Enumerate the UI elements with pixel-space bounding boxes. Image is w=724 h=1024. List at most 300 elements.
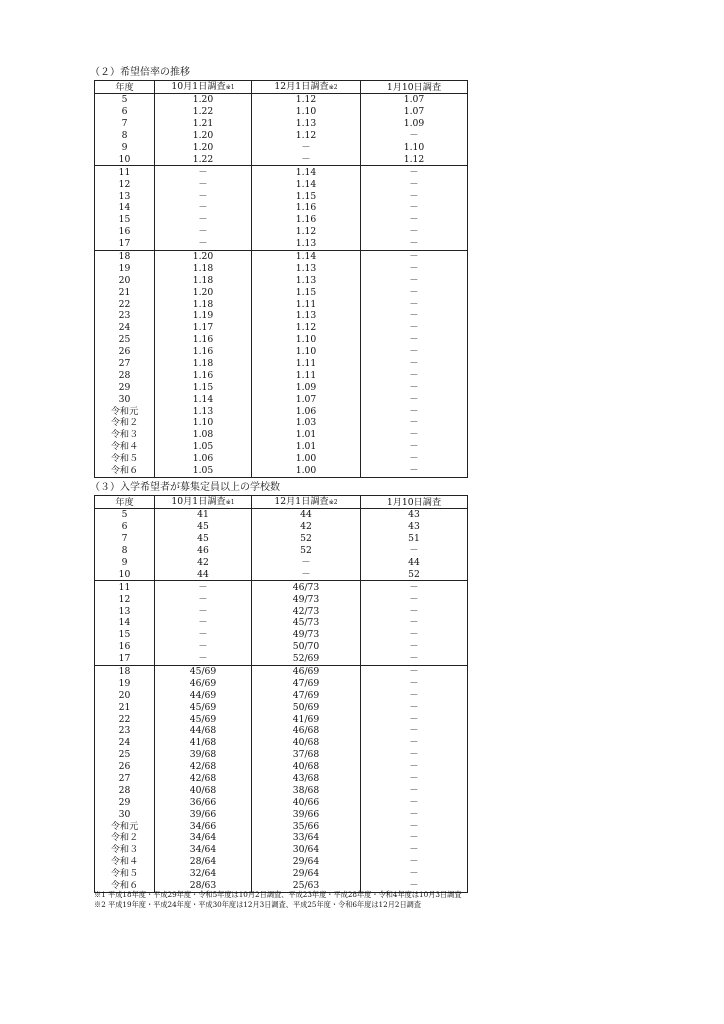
table-row bbox=[95, 106, 468, 118]
jan10-cell: － bbox=[361, 130, 468, 142]
table-row bbox=[95, 166, 468, 178]
header-oct1: 10月1日調査※1 bbox=[155, 81, 252, 94]
dec1-cell: 42 bbox=[252, 521, 361, 533]
dec1-cell: 49/73 bbox=[252, 593, 361, 605]
table-row bbox=[95, 773, 468, 785]
year-cell: 10 bbox=[95, 568, 155, 580]
table-row bbox=[95, 568, 468, 580]
jan10-cell: 43 bbox=[361, 521, 468, 533]
jan10-cell: 1.07 bbox=[361, 106, 468, 118]
year-cell: 14 bbox=[95, 617, 155, 629]
year-cell: 6 bbox=[95, 521, 155, 533]
header-year: 年度 bbox=[95, 81, 155, 94]
oct1-cell: － bbox=[155, 605, 252, 617]
table-row bbox=[95, 641, 468, 653]
year-cell: 令和６ bbox=[95, 465, 155, 477]
dec1-cell: 35/66 bbox=[252, 820, 361, 832]
year-cell: 22 bbox=[95, 713, 155, 725]
table-row bbox=[95, 820, 468, 832]
oct1-cell: 45/69 bbox=[155, 701, 252, 713]
year-cell: 14 bbox=[95, 202, 155, 214]
table-row bbox=[95, 310, 468, 322]
year-cell: 15 bbox=[95, 214, 155, 226]
oct1-cell: － bbox=[155, 226, 252, 238]
jan10-cell: － bbox=[361, 453, 468, 465]
jan10-cell: 1.07 bbox=[361, 94, 468, 106]
header-oct1: 10月1日調査※1 bbox=[155, 496, 252, 509]
table-row bbox=[95, 202, 468, 214]
dec1-cell: 50/69 bbox=[252, 701, 361, 713]
year-cell: 18 bbox=[95, 250, 155, 262]
dec1-cell: 1.11 bbox=[252, 298, 361, 310]
table-row bbox=[95, 142, 468, 154]
year-cell: 26 bbox=[95, 761, 155, 773]
jan10-cell: － bbox=[361, 773, 468, 785]
dec1-cell: 1.10 bbox=[252, 106, 361, 118]
year-cell: 29 bbox=[95, 796, 155, 808]
year-cell: 18 bbox=[95, 665, 155, 677]
oct1-cell: － bbox=[155, 214, 252, 226]
table-row bbox=[95, 250, 468, 262]
oct1-cell: 34/66 bbox=[155, 820, 252, 832]
dec1-cell: 1.13 bbox=[252, 238, 361, 250]
jan10-cell: － bbox=[361, 334, 468, 346]
dec1-cell: 52 bbox=[252, 545, 361, 557]
jan10-cell: － bbox=[361, 653, 468, 665]
year-cell: 12 bbox=[95, 593, 155, 605]
table-row bbox=[95, 453, 468, 465]
table-row bbox=[95, 153, 468, 165]
jan10-cell: － bbox=[361, 346, 468, 358]
year-cell: 20 bbox=[95, 689, 155, 701]
dec1-cell: － bbox=[252, 568, 361, 580]
year-cell: 11 bbox=[95, 166, 155, 178]
table-row bbox=[95, 381, 468, 393]
table-row bbox=[95, 545, 468, 557]
jan10-cell: － bbox=[361, 250, 468, 262]
year-cell: 16 bbox=[95, 641, 155, 653]
table-row bbox=[95, 178, 468, 190]
oct1-cell: 1.18 bbox=[155, 298, 252, 310]
dec1-cell: 37/68 bbox=[252, 749, 361, 761]
jan10-cell: － bbox=[361, 605, 468, 617]
oct1-cell: 42/68 bbox=[155, 773, 252, 785]
jan10-cell: － bbox=[361, 737, 468, 749]
jan10-cell: － bbox=[361, 665, 468, 677]
dec1-cell: 40/66 bbox=[252, 796, 361, 808]
oct1-cell: 42/68 bbox=[155, 761, 252, 773]
dec1-cell: 1.15 bbox=[252, 190, 361, 202]
oct1-cell: 1.13 bbox=[155, 405, 252, 417]
year-cell: 令和３ bbox=[95, 844, 155, 856]
oct1-cell: 1.19 bbox=[155, 310, 252, 322]
dec1-cell: 52/69 bbox=[252, 653, 361, 665]
dec1-cell: 39/66 bbox=[252, 808, 361, 820]
dec1-cell: 47/69 bbox=[252, 689, 361, 701]
year-cell: 令和２ bbox=[95, 832, 155, 844]
dec1-cell: 1.00 bbox=[252, 453, 361, 465]
dec1-cell: － bbox=[252, 142, 361, 154]
table-row bbox=[95, 593, 468, 605]
oct1-cell: 41/68 bbox=[155, 737, 252, 749]
jan10-cell: － bbox=[361, 689, 468, 701]
footnote-2: ※2 平成19年度・平成24年度・平成30年度は12月3日調査、平成25年度・令和6年度は12月2日調査 bbox=[94, 900, 422, 909]
dec1-cell: 29/64 bbox=[252, 868, 361, 880]
year-cell: 19 bbox=[95, 677, 155, 689]
jan10-cell: 1.09 bbox=[361, 118, 468, 130]
jan10-cell: － bbox=[361, 369, 468, 381]
table-row bbox=[95, 653, 468, 665]
oct1-cell: 28/63 bbox=[155, 880, 252, 892]
jan10-cell: － bbox=[361, 784, 468, 796]
jan10-cell: － bbox=[361, 593, 468, 605]
year-cell: 19 bbox=[95, 262, 155, 274]
oct1-cell: 41 bbox=[155, 509, 252, 521]
dec1-cell: 30/64 bbox=[252, 844, 361, 856]
year-cell: 26 bbox=[95, 346, 155, 358]
oct1-cell: 1.18 bbox=[155, 274, 252, 286]
jan10-cell: 1.12 bbox=[361, 153, 468, 165]
oct1-cell: － bbox=[155, 581, 252, 593]
dec1-cell: 1.09 bbox=[252, 381, 361, 393]
oct1-cell: 46 bbox=[155, 545, 252, 557]
table-row bbox=[95, 286, 468, 298]
table-row bbox=[95, 677, 468, 689]
oct1-cell: 1.18 bbox=[155, 358, 252, 370]
table-row bbox=[95, 405, 468, 417]
jan10-cell: － bbox=[361, 713, 468, 725]
year-cell: 17 bbox=[95, 653, 155, 665]
dec1-cell: 1.06 bbox=[252, 405, 361, 417]
year-cell: 25 bbox=[95, 334, 155, 346]
table-row bbox=[95, 274, 468, 286]
jan10-cell: － bbox=[361, 298, 468, 310]
table-row bbox=[95, 761, 468, 773]
dec1-cell: 1.14 bbox=[252, 250, 361, 262]
dec1-cell: 1.10 bbox=[252, 346, 361, 358]
dec1-cell: 47/69 bbox=[252, 677, 361, 689]
table-row bbox=[95, 509, 468, 521]
oct1-cell: 45/69 bbox=[155, 665, 252, 677]
table-row bbox=[95, 118, 468, 130]
dec1-cell: 33/64 bbox=[252, 832, 361, 844]
jan10-cell: － bbox=[361, 178, 468, 190]
dec1-cell: 1.16 bbox=[252, 202, 361, 214]
year-cell: 17 bbox=[95, 238, 155, 250]
dec1-cell: 1.12 bbox=[252, 94, 361, 106]
year-cell: 9 bbox=[95, 557, 155, 569]
jan10-cell: 1.10 bbox=[361, 142, 468, 154]
oct1-cell: 1.08 bbox=[155, 429, 252, 441]
year-cell: 令和４ bbox=[95, 441, 155, 453]
dec1-cell: 42/73 bbox=[252, 605, 361, 617]
dec1-cell: 46/68 bbox=[252, 725, 361, 737]
ratio-trend-table bbox=[94, 80, 468, 478]
oct1-cell: 1.14 bbox=[155, 393, 252, 405]
jan10-cell: － bbox=[361, 725, 468, 737]
year-cell: 令和２ bbox=[95, 417, 155, 429]
year-cell: 20 bbox=[95, 274, 155, 286]
oct1-cell: 1.17 bbox=[155, 322, 252, 334]
table-row bbox=[95, 725, 468, 737]
table-row bbox=[95, 429, 468, 441]
jan10-cell: － bbox=[361, 629, 468, 641]
dec1-cell: 50/70 bbox=[252, 641, 361, 653]
dec1-cell: 52 bbox=[252, 533, 361, 545]
section2-title: （２）希望倍率の推移 bbox=[90, 67, 190, 78]
jan10-cell: 52 bbox=[361, 568, 468, 580]
oct1-cell: 1.20 bbox=[155, 94, 252, 106]
dec1-cell: － bbox=[252, 557, 361, 569]
dec1-cell: 1.01 bbox=[252, 429, 361, 441]
dec1-cell: 1.03 bbox=[252, 417, 361, 429]
year-cell: 令和５ bbox=[95, 868, 155, 880]
year-cell: 13 bbox=[95, 190, 155, 202]
year-cell: 28 bbox=[95, 369, 155, 381]
dec1-cell: 1.13 bbox=[252, 310, 361, 322]
jan10-cell: － bbox=[361, 417, 468, 429]
dec1-cell: 1.13 bbox=[252, 118, 361, 130]
table-row bbox=[95, 605, 468, 617]
oct1-cell: － bbox=[155, 653, 252, 665]
table-row bbox=[95, 533, 468, 545]
oct1-cell: 1.22 bbox=[155, 106, 252, 118]
jan10-cell: － bbox=[361, 202, 468, 214]
table-row bbox=[95, 465, 468, 477]
table-row bbox=[95, 713, 468, 725]
jan10-cell: － bbox=[361, 190, 468, 202]
jan10-cell: － bbox=[361, 856, 468, 868]
oct1-cell: － bbox=[155, 190, 252, 202]
dec1-cell: 45/73 bbox=[252, 617, 361, 629]
oct1-cell: － bbox=[155, 641, 252, 653]
oct1-cell: 34/64 bbox=[155, 844, 252, 856]
year-cell: 5 bbox=[95, 509, 155, 521]
jan10-cell: 43 bbox=[361, 509, 468, 521]
oct1-cell: 46/69 bbox=[155, 677, 252, 689]
oct1-cell: 32/64 bbox=[155, 868, 252, 880]
year-cell: 30 bbox=[95, 808, 155, 820]
oct1-cell: 40/68 bbox=[155, 784, 252, 796]
jan10-cell: － bbox=[361, 214, 468, 226]
dec1-cell: － bbox=[252, 153, 361, 165]
dec1-cell: 1.13 bbox=[252, 274, 361, 286]
oct1-cell: 28/64 bbox=[155, 856, 252, 868]
jan10-cell: － bbox=[361, 880, 468, 892]
table-row bbox=[95, 521, 468, 533]
jan10-cell: － bbox=[361, 761, 468, 773]
dec1-cell: 1.11 bbox=[252, 358, 361, 370]
table-row bbox=[95, 557, 468, 569]
year-cell: 8 bbox=[95, 545, 155, 557]
oct1-cell: 1.05 bbox=[155, 465, 252, 477]
year-cell: 28 bbox=[95, 784, 155, 796]
dec1-cell: 1.13 bbox=[252, 262, 361, 274]
oct1-cell: － bbox=[155, 166, 252, 178]
oct1-cell: － bbox=[155, 617, 252, 629]
oct1-cell: 39/68 bbox=[155, 749, 252, 761]
oct1-cell: 1.18 bbox=[155, 262, 252, 274]
dec1-cell: 49/73 bbox=[252, 629, 361, 641]
dec1-cell: 1.00 bbox=[252, 465, 361, 477]
dec1-cell: 25/63 bbox=[252, 880, 361, 892]
dec1-cell: 1.14 bbox=[252, 166, 361, 178]
year-cell: 令和４ bbox=[95, 856, 155, 868]
table-row bbox=[95, 298, 468, 310]
jan10-cell: － bbox=[361, 808, 468, 820]
oct1-cell: 44/68 bbox=[155, 725, 252, 737]
table-row bbox=[95, 832, 468, 844]
year-cell: 6 bbox=[95, 106, 155, 118]
jan10-cell: － bbox=[361, 820, 468, 832]
table-row bbox=[95, 94, 468, 106]
table-row bbox=[95, 238, 468, 250]
oct1-cell: 1.16 bbox=[155, 369, 252, 381]
dec1-cell: 29/64 bbox=[252, 856, 361, 868]
table-row bbox=[95, 581, 468, 593]
oct1-cell: 45 bbox=[155, 521, 252, 533]
table-row bbox=[95, 322, 468, 334]
oct1-cell: － bbox=[155, 238, 252, 250]
jan10-cell: － bbox=[361, 226, 468, 238]
table-row bbox=[95, 417, 468, 429]
dec1-cell: 1.11 bbox=[252, 369, 361, 381]
year-cell: 7 bbox=[95, 118, 155, 130]
jan10-cell: － bbox=[361, 844, 468, 856]
jan10-cell: － bbox=[361, 381, 468, 393]
oct1-cell: 44 bbox=[155, 568, 252, 580]
year-cell: 16 bbox=[95, 226, 155, 238]
table-row bbox=[95, 226, 468, 238]
table-row bbox=[95, 130, 468, 142]
oct1-cell: 44/69 bbox=[155, 689, 252, 701]
oct1-cell: 1.16 bbox=[155, 334, 252, 346]
dec1-cell: 46/69 bbox=[252, 665, 361, 677]
year-cell: 10 bbox=[95, 153, 155, 165]
oct1-cell: 1.20 bbox=[155, 142, 252, 154]
dec1-cell: 1.07 bbox=[252, 393, 361, 405]
year-cell: 13 bbox=[95, 605, 155, 617]
year-cell: 令和６ bbox=[95, 880, 155, 892]
jan10-cell: － bbox=[361, 166, 468, 178]
year-cell: 22 bbox=[95, 298, 155, 310]
dec1-cell: 40/68 bbox=[252, 761, 361, 773]
table-row bbox=[95, 665, 468, 677]
dec1-cell: 43/68 bbox=[252, 773, 361, 785]
table-row bbox=[95, 190, 468, 202]
jan10-cell: － bbox=[361, 868, 468, 880]
table-header-row bbox=[95, 496, 468, 509]
table-row bbox=[95, 629, 468, 641]
oct1-cell: 36/66 bbox=[155, 796, 252, 808]
dec1-cell: 1.12 bbox=[252, 322, 361, 334]
year-cell: 令和３ bbox=[95, 429, 155, 441]
section3-title: （３）入学希望者が募集定員以上の学校数 bbox=[90, 482, 280, 493]
year-cell: 9 bbox=[95, 142, 155, 154]
oct1-cell: － bbox=[155, 593, 252, 605]
oct1-cell: 1.20 bbox=[155, 130, 252, 142]
jan10-cell: － bbox=[361, 641, 468, 653]
dec1-cell: 1.01 bbox=[252, 441, 361, 453]
header-dec1: 12月1日調査※2 bbox=[252, 81, 361, 94]
dec1-cell: 46/73 bbox=[252, 581, 361, 593]
oct1-cell: 1.16 bbox=[155, 346, 252, 358]
jan10-cell: － bbox=[361, 274, 468, 286]
oct1-cell: － bbox=[155, 178, 252, 190]
oct1-cell: 42 bbox=[155, 557, 252, 569]
table-row bbox=[95, 784, 468, 796]
table-row bbox=[95, 701, 468, 713]
year-cell: 令和元 bbox=[95, 405, 155, 417]
header-jan10: 1月10日調査 bbox=[361, 496, 468, 509]
year-cell: 11 bbox=[95, 581, 155, 593]
table-row bbox=[95, 844, 468, 856]
oct1-cell: 1.06 bbox=[155, 453, 252, 465]
jan10-cell: － bbox=[361, 405, 468, 417]
table-header-row bbox=[95, 81, 468, 94]
jan10-cell: － bbox=[361, 238, 468, 250]
dec1-cell: 41/69 bbox=[252, 713, 361, 725]
table-row bbox=[95, 214, 468, 226]
footnote-1: ※1 平成18年度・平成29年度・令和5年度は10月2日調査、平成23年度・平成28年度・令和4年度は10月3日調査 bbox=[94, 890, 462, 899]
dec1-cell: 1.12 bbox=[252, 226, 361, 238]
table-row bbox=[95, 358, 468, 370]
table-row bbox=[95, 737, 468, 749]
year-cell: 24 bbox=[95, 322, 155, 334]
year-cell: 7 bbox=[95, 533, 155, 545]
oct1-cell: 45 bbox=[155, 533, 252, 545]
year-cell: 27 bbox=[95, 358, 155, 370]
dec1-cell: 1.15 bbox=[252, 286, 361, 298]
year-cell: 12 bbox=[95, 178, 155, 190]
oct1-cell: 1.20 bbox=[155, 286, 252, 298]
jan10-cell: － bbox=[361, 393, 468, 405]
table-row bbox=[95, 868, 468, 880]
oct1-cell: － bbox=[155, 202, 252, 214]
oct1-cell: 39/66 bbox=[155, 808, 252, 820]
jan10-cell: － bbox=[361, 617, 468, 629]
jan10-cell: － bbox=[361, 286, 468, 298]
year-cell: 27 bbox=[95, 773, 155, 785]
dec1-cell: 40/68 bbox=[252, 737, 361, 749]
year-cell: 21 bbox=[95, 701, 155, 713]
footnotes bbox=[94, 890, 462, 910]
year-cell: 25 bbox=[95, 749, 155, 761]
oct1-cell: 45/69 bbox=[155, 713, 252, 725]
table-row bbox=[95, 346, 468, 358]
table-row bbox=[95, 856, 468, 868]
year-cell: 23 bbox=[95, 725, 155, 737]
year-cell: 24 bbox=[95, 737, 155, 749]
jan10-cell: 44 bbox=[361, 557, 468, 569]
header-dec1: 12月1日調査※2 bbox=[252, 496, 361, 509]
jan10-cell: － bbox=[361, 581, 468, 593]
dec1-cell: 1.12 bbox=[252, 130, 361, 142]
jan10-cell: － bbox=[361, 441, 468, 453]
year-cell: 令和元 bbox=[95, 820, 155, 832]
year-cell: 30 bbox=[95, 393, 155, 405]
table-row bbox=[95, 749, 468, 761]
dec1-cell: 1.10 bbox=[252, 334, 361, 346]
table-row bbox=[95, 441, 468, 453]
oct1-cell: 1.10 bbox=[155, 417, 252, 429]
header-jan10: 1月10日調査 bbox=[361, 81, 468, 94]
year-cell: 5 bbox=[95, 94, 155, 106]
schools-over-capacity-table bbox=[94, 495, 468, 893]
table-row bbox=[95, 689, 468, 701]
dec1-cell: 1.14 bbox=[252, 178, 361, 190]
jan10-cell: － bbox=[361, 310, 468, 322]
